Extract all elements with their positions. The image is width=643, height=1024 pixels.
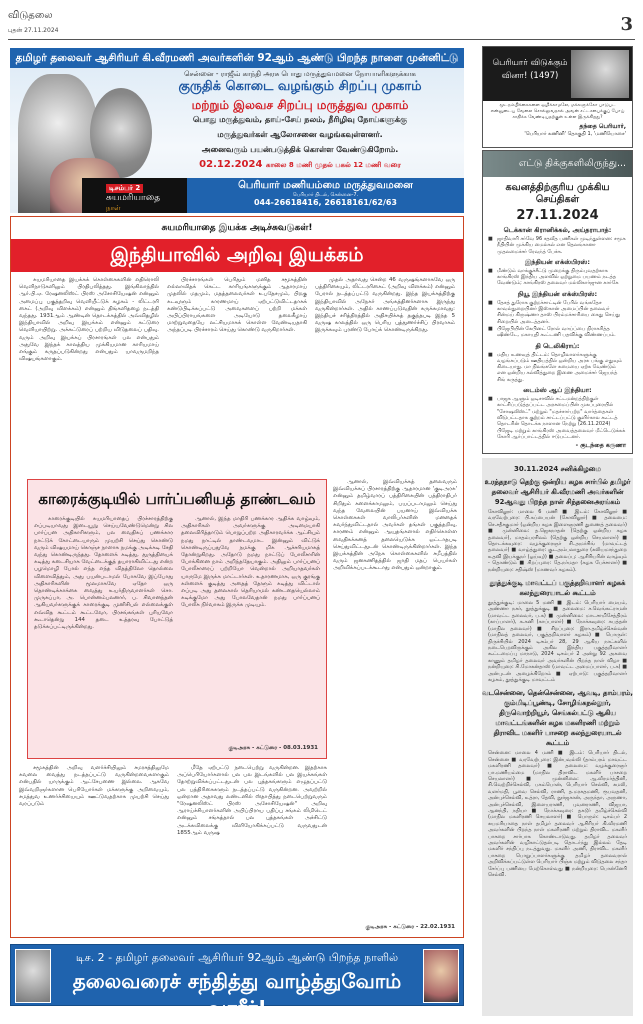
inset-column-1: காரைக்குடியில் சுயமரியாதைப் பிரச்சாரத்திற்கு எப்படியாவது இடையூறு செய்யவேண்டுமென்று சில பார்ப்பன அதிகாரிகளும், பல வைதிகப் பணக்கார நாட்டுக் கோட்டையாரும் முயற்சி செய்து கொண்டு வரும் விஷயமாய் கொஞ்ச நாளாக நமக்கு அடிக்கடி சேதி வந்து கொண்டிருந்தது. தோளைக் கடித்து, துருத்தியைக் கடித்து கடைசியாக வேட்டைக்குத் தயாராகிவிட்டது என்ற பழமொழி போல் எந்த எந்த விதத்திலோ தொல்லை விளைவித்தும், அது பயன்படாமல் போகவே இப்போது அதிகாரிகளின் மூலமாகவே ஏதோ ஒரு தொண்டிக்காக்கை வைத்து உயர்திருவாளர்கள் சொ. முருகப்பா, அ. பொன்னம்பலனார், ப. சிவானந்தன் ஆகியவர்களுக்குக் காரைக்குடி முனிசிபல் எல்லைக்குள் எவ்வித கூட்டம் கூட்டவோ, பிரசங்கங்கள் புரியவோ கூடாதென்று 144 தடை உத்தரவு போட்டுத் தடுக்கப்பட்டிருக்கின்றது. bbox=[34, 516, 173, 631]
ad-venue: சென்னை - ராஜீவ் காந்தி அரசு பொது மருத்துவமனை நோயாளிகளுக்காக bbox=[184, 70, 416, 78]
event-1-title: உரத்தநாடு தெற்கு ஒன்றிய கழக சார்பில் தமிழர் தலைவர் ஆசிரியர் கி.வீரமணி அவர்களின் 92ஆவது பிறந்த நாள் சிந்தனைஅரங்கம் bbox=[484, 478, 631, 506]
ad-headline: குருதிக் கொடை வழங்கும் சிறப்பு முகாம் bbox=[178, 79, 422, 94]
article-column-3: முதல் அதாவது சென்ற 46 வருஷங்களாகவே ஒரு பத்திரிகையும், லிட்டரரிகைட் (அறிவு விளக்கம்) என்னும் பேரால் நடத்தப்பட்டு வருகின்றது. இந்த இயக்கத்திற்கு இந்தியாவில் அநேகர் அங்கத்தினர்களாக இருந்து வருகின்றார்கள். அதில் காணப்படுவதின் சுருக்கமாவது: இந்தியச் சரித்திரத்தில் அதிசயிக்கத் தகுந்தபடி இந்த 5 வருஷ காலத்தில் ஒரு பெரிய புத்துணர்ச்சிப் பிரவாகம் இருக்கவும் புரண்டு போய்க் கொண்டிருக்கிறது. bbox=[315, 277, 455, 334]
article-bottom-column-1: சமூகத்தின் அறிவு வளர்ச்சியிலும் சமரசத்திலுமே கவலை வைத்து நடத்தப்பட்டு வருகின்றவைகளாகும் என்பதில் யாருக்கும் ஆட்சேபணை இல்லை. ஆகவே இவ்வறிஞர்களான பெரியோர்கள் மக்களுக்கு அறிவையும், சமத்துவ உணர்ச்சியையும் ஊட்டுவதற்காக முயற்சி செய்து வரப்படும் bbox=[19, 765, 169, 808]
portrait-veeramani-small bbox=[423, 949, 459, 1003]
ad-banner-title: தமிழர் தலைவர் ஆசிரியர் கி.வீரமணி அவர்களின் 92ஆம் ஆண்டு பிறந்த நாளை முன்னிட்டு bbox=[10, 48, 464, 68]
ad-date-time: 02.12.2024 காலை 8 மணி முதல் பகல் 12 மணி வரை bbox=[199, 159, 401, 170]
hospital-phone: 044-26618416, 26618161/62/63 bbox=[253, 198, 397, 207]
article-byline: குடிஅரசு - கட்டுரை - 22.02.1931 bbox=[365, 924, 455, 930]
news-source: தி டெலிகிராப்: bbox=[535, 341, 580, 350]
question-box-title: பெரியார் விடுக்கும் வினா! (1497) bbox=[492, 58, 568, 81]
news-source: இந்தியன் எக்ஸ்பிரஸ்: bbox=[524, 257, 591, 266]
ad-line-6: அனைவரும் பயன்படுத்திக் கொள்ள வேண்டுகிறோம். bbox=[201, 145, 399, 154]
question-text: மூடநம்பிக்கைகளை ஒழிக்காமலே, மக்களுக்கோ பாடுபட என்னுடைய வேலை சொல்லுவதால் அவன் சட்டசபைக்குப் போய் சாதிக்க வேண்டியதற்குள் உள்ள இருக்கிறது? bbox=[490, 103, 625, 120]
events-date: 30.11.2024 சனிக்கிழமை bbox=[513, 465, 602, 473]
periyar-question-box bbox=[482, 46, 633, 148]
news-digest bbox=[482, 150, 633, 454]
main-article bbox=[10, 216, 464, 938]
news-item: ■ தேசத் துரோக குற்றச்சாட்டின் பேரில் வங்கதேச காவல்துறையினர் இஸ்கான் அமைப்பின் தலைவர் சின்மய் கிருஷ்ணா தாஸ் பிரம்மச்சாரியை கைது செய்து சிறையில் அடைத்தனர். bbox=[483, 300, 632, 325]
issue-date: புதன் 27.11.2024 bbox=[8, 27, 59, 34]
article-column-1: சுயமரியாதை இயக்கக் கொள்கைகளின் எதிரொலி வெளிநாடுகளிலும் பிரதிபலித்தது. இங்கிலாந்தில் ஆர்.பி.ஏ. ரேஷனலிஸ்ட் பிரஸ் அசோசியேஷன் என்னும் அமைப்பு பகுத்தறிவு வெளியீட்டுக் கழகம் - லிட்டரரி கைட் (அறிவு விளக்கம்) என்னும் திங்களிதழை நடத்தி வந்தது. 1931ஆம் ஆண்டின் தொடக்கத்தில் அவ்விதழில் இந்தியாவில் அறிவு இயக்கம் என்னும் கட்டுரை வெளியாயிற்று. அக்கட்டுரைப் பற்றிய விடுதலைப் பதிவு. வரும் அறிவு இயக்கப் பிரசாரங்கள் பல என்பதும் அதுவே இந்தக் காலத்திய முக்கியமான காரியமாய் எங்கும் கருதப்படுகின்றது என்பதும் யாவருமறிந்த விஷயங்களாகும். bbox=[19, 277, 159, 363]
article-headline: இந்தியாவில் அறிவு இயக்கம் bbox=[11, 239, 463, 272]
event-3-details: சென்னை: மாலை 4 மணி ■ இடம்: பெரியார் திடல், சென்னை ■ வரவேற்புரை: இன்பவல்லி (தாம்பரம் மாவட்ட மகளிரணி தலைவர்) ■ தலைமை: வழக்குரைஞர் பா.மணியம்மை (மாநில திராவிட மகளிர் பாசறை செயலாளர்) ■ முன்னிலை: ஆ.வீரமர்த்தினி, சி.வெற்றிச்செல்வி, பசும்பொன், பெரியார் செல்வி, கமலி, வளர்மதி, பூவை செல்வி, ராணி, த.மரகதமணி, ரூபவதனி, அன்புச்செல்வி, உத்ரா, தேவி, நூர்ஜகான், அருந்தா, அருணா, அன்புச்செல்வி, இளையராணி, புவனராணி, விஜயா, ஆனந்தி, நதியா ■ நோக்கவுரை: தகடூர் தமிழ்ச்செல்வி (மாநில மகளிரணி செயலாளர்) ■ பொருள்: டிசம்பர் 2 சுயமரியாதை நாள் தமிழர் தலைவர் ஆசிரியர் கி.வீரமணி அவர்களின் பிறந்த நாள் மகளிரணி மற்றும் திராவிட மகளிர் பாசறை சார்பாக கொண்டாடுவது. தமிழர் தலைவர் அவர்களின் வழிகாட்டுதல்படி தொடர்ந்து இல்லம் தேடி மகளிர் சந்திப்பு நடத்துவது. மகளிர் அணி, திராவிட மகளிர் பாசறை பொறுப்பாளர்களுக்கு தமிழர் தலைவரால் அறிவிக்கப்பட்டுள்ள பெரியார் பிஞ்சு மற்றும் விடுதலை சந்தா சேர்ப்பு பணியை மேற்கொள்வது ■ நன்றியுரை: பொன்னேரி செல்வி. bbox=[488, 750, 627, 879]
news-source: நியூ இந்தியன் எக்ஸ்பிரஸ்: bbox=[517, 289, 598, 298]
selfrespect-label: சுயமரியாதை bbox=[106, 193, 161, 203]
news-item: ■ மீண்டும் வாக்குச்சீட்டு முறைக்கு திரும்புவதற்காக காங்கிரஸ் இந்திய அளவில் ஒற்றுமை பயணம் நடத்த வேண்டும்; காங்கிரஸ் தலைவர் மல்லிகார்ஜுன கார்கே bbox=[483, 268, 632, 287]
ad-line-4: பொது மருத்துவம், தாய்-சேய் நலம், நீரிழிவு நோய்களுக்கு bbox=[192, 115, 408, 124]
inset-article bbox=[27, 479, 327, 759]
december-2-badge: டிசம்பர் 2 bbox=[106, 184, 143, 193]
news-source: டெக்கான் கிரானிக்கல், அய்தராபாத்: bbox=[503, 226, 612, 234]
hospital-info bbox=[187, 178, 464, 213]
article-column-3-continued: ஆனால், இவ்வியக்கத் தலைவரும் இவ்வியக்கப் பிரசாரத்திற்கு ஆதாரமான 'குடிஅரசு' என்னும் தமிழ்வாரப் பத்திரிகையின் பத்திராதிபர் சிறிதும் களைக்காமலும், பயப்படாமலும் செய்து வந்த வேலையின் பயனாய் இவ்வியக்க கொள்கைகள் வாலிபர்களின் மனதைக் கவர்ந்துவிட்டதால் அவர்கள் தங்கள் பகுத்தறிவு, காரணம் என்னும் ஆயுதங்களால் எதிர்கொள்ள வைதிகக்கனத் தலையெடுக்க ஒட்டாதபடி செய்துவிட்டதுடன் கொண்டிருக்கின்றார்கள். இந்த இயக்கத்தின் அநேக கொள்கைகளில் சமீபத்தில் வரும் ஜனகணிதத்தில் ஜாதி மதப் பெயர்கள் அறிவிக்கப்படக்கூடாது என்பதும் ஒன்றாகும். bbox=[333, 479, 457, 572]
birthday-banner bbox=[10, 944, 464, 1020]
portrait-periyar-small bbox=[15, 949, 51, 1003]
banner-line-2: தலைவரைச் சந்தித்து வாழ்த்துவோம் வாரீர்! bbox=[72, 969, 402, 1020]
news-item: ■ பாஜக ஆளும் ஒடிசாவில் சட்டமன்றத்திற்குள் காட்சிப்படுத்தப்பட்ட அரசமைப்பின் முகப்புரையில் "சோஷலிஸ்ட்" மற்றும் "மதச்சார்பற்ற" வார்த்தைகள் விடுபட்டதாக குற்றம் சாட்டப்பட்டு குளிர்கால கூட்டத் தொடரின் தொடக்க நாளான நேற்று (26.11.2024) பிஜேடி மற்றும் காங்கிரஸ் அவைத்தலைவர் மீட்டெடுக்கக் கோரி ஆர்ப்பாட்டத்தில் ஈடுபட்டனர். bbox=[483, 396, 632, 440]
periyar-photo bbox=[571, 50, 629, 98]
hospital-address: பெரியார் திடல், சென்னை-7. bbox=[292, 192, 359, 198]
question-source: 'பெரியார் கணினி' தொகுதி 1, 'மணியோசை' bbox=[524, 131, 626, 137]
article-column-2: பிரச்சாரங்கள் பெரிதும் மனித சமூகத்தின் எல்லாவிதக் கெட்ட காரியங்களுக்கும் ஆதாரமாய் முதலில் மதமும், மதத்தலைவர்கள் உபதேசமும், பிறகு கடவுளும் காரணமாய் ஏற்பட்டுவிட்டதாகக் கண்டுபிடிக்கப்பட்டு அவைகளைப் பற்றி மக்கள் அபிப்பிராயங்களை அடியோடு தலைகீழாய் மாற்றுவதையே லட்சியமாகக் கொள்ள வேண்டியதாகி அந்தப்படி பிரச்சாரம் செய்து கொண்டு வருகிறார்கள். bbox=[167, 277, 307, 334]
news-date: 27.11.2024 bbox=[516, 208, 599, 223]
inset-byline: குடிஅரசு - கட்டுரை - 08.03.1931 bbox=[228, 745, 318, 751]
events-listing bbox=[482, 458, 633, 1016]
news-item: ■ மதிய உணவுத் திட்டம்: தொழிலாளர்களுக்கு வழங்கப்படும் ஊதியத்தில் ஒன்றிய அரசு பங்கு எதுவும் கிடையாது. மா நிலங்களே சுமையை ஏற்க வேண்டும் என ஒன்றிய கல்வித்துறை இணை அமைச்சர் ஜெயந்த் சிங் கருத்து. bbox=[483, 352, 632, 383]
news-item: ■ ஜாதிவாரி சர்வே 96 சதவீத பணிகள் முடிந்துள்ளன: சமூக நீதியின் முக்கிய மைல்கல் என தெலங்கானா முதலமைச்சர் ரேவந்த் பேச்சு. bbox=[483, 236, 632, 255]
news-title: கவனத்திற்குரிய முக்கிய செய்திகள் bbox=[505, 182, 610, 205]
article-bottom-column-2: மீதே ஏற்பட்டு நடைபெற்று வருகின்றன. இதற்காக அப்பெரியோர்களால் பல பல இடங்களில் பல இயக்கங்கள் தோற்றுவிக்கப்பட்டதுடன் பல புத்தகங்களும் எழுதப்பட்டு பல பத்திரிகைகளும் நடத்தப்பட்டு வருகின்றன. அவற்றில் ஒன்றான அதாவது லண்டனில் ஸ்தாபித்து நடைபெற்றுவரும் "ரேஷனலிஸ்ட் பிரஸ் அசோசியேஷன்" அறிவு ஆராய்ச்சியாளர்களின் அபிப்பிராய பதிப்பு சங்கம் லிமிடெட் என்னும் சங்கத்தால் பல புத்தகங்கள் அச்சிட்டு அடக்கவிலைக்கு விளியோகிக்கப்பட்டு வருவதுடன் 1855ஆம் வருஷ bbox=[177, 765, 327, 836]
news-band: எட்டு திக்குகளிலிருந்து... bbox=[483, 151, 632, 177]
article-kicker: சுயமரியாதை இயக்க அடிச்சுவடுகள்! bbox=[161, 223, 313, 233]
event-2-details: தூத்துக்குடி: மாலை 5 மணி ■ இடம்: பெரியார் மையம், அண்ணா நகர், தூத்துக்குடி ■ தலைமை: ச.வெங்கட்ராமன் (மாவட்ட தலைவர், ப.க) ■ முன்னிலை: மாடசாமிசேத்திரம் (காப்பாளர்), க.கனி (காப்பாளர்) ■ நோக்கவுரை: சுபத்தன் (மாநில தலைவர்) ■ சிறப்புரை: இரா.தமிழ்ச்செல்வன் (மாநிலத் தலைவர், பகுத்தறிவாளர் கழகம்) ■ பொருள்: திருச்சியில் 2024 டிசம்பர் 28, 29 ஆகிய நாட்களில் நடைபெறவிருக்கும் அகில இந்திய பகுத்தறிவாளர் கூட்டமைப்பு மாநாடு, 2024 டிசம்பர் 2 அன்று 92 அகவை காணும் தமிழர் தலைவர் அவர்களின் பிறந்த நாள் விழா ■ நன்றியுரை: சி.மோகன்தாஸ் (மாவட்ட அமைப்பாளர், ப.க) ■ அன்புடன் அழைக்கிறோம் ■ ஏற்பாடு: பகுத்தறிவாளர் கழகம், தூத்துக்குடி மாவட்டம் bbox=[488, 600, 627, 683]
news-credit: - குடந்தை கருணா bbox=[575, 442, 626, 450]
event-3-title: வடசென்னை, தென்சென்னை, ஆவடி, தாம்பரம், கும்மிடிப்பூண்டி, சோழிங்கநல்லூர், திருவொற்றியூர், செங்கல்பட்டு ஆகிய மாவட்டங்களின் கழக மகளிரணி மற்றும் திராவிட மகளிர் பாசறை கலந்துரையாடல் கூட்டம் bbox=[482, 689, 633, 748]
day-label: நாள் bbox=[106, 204, 121, 212]
masthead bbox=[8, 8, 635, 40]
inset-title: காரைக்குடியில் பார்ப்பனியத் தாண்டவம் bbox=[38, 490, 316, 508]
question-author: தந்தை பெரியார், bbox=[579, 123, 626, 130]
medical-camp-ad bbox=[10, 48, 464, 213]
inset-column-2: ஆனால், இந்த மாதிரி பணக்கார ஆதிக்க வாழ்வும், அதிகாரிகள் அவர்களுக்கு அடிமையாகி தலைவிரித்தாடும் பொறுப்பற்ற அதிகாரவர்க்க ஆட்சியும் நமது நாட்டில் தாண்டவமாட இன்னும் விட்டுக் கொண்டிருப்பதுவே நமக்கு மிக ஆச்சரியமாகத் தோன்றுகிறது. அதோடு நமது நாட்டுப் போலீசாரின் போக்கினை நாம் அறிந்ததேயாகும். அதிலும் பார்ப்பனப் போலீசாரைப் பற்றியோ வென்றால் அறியாதவர்கள் யாருமே இருக்க மாட்டார்கள். உதாரணமாக, ஒரு குரங்கு கள்ளைக் குடித்து அதைத் தேளும் கடித்து விட்டால் எப்படி அது தலைகால் தெரியாமல் கண்டதையெல்லாம் கடிக்குமோ அது போலவேதான் நமது பார்ப்பனப் போலீசு நிர்வாகம் இருக்க முடியும். bbox=[181, 516, 320, 609]
hospital-name: பெரியார் மணியம்மை மருத்துவமனை bbox=[238, 180, 413, 191]
event-2-title: தூத்துக்குடி மாவட்டப் பகுத்தறிவாளர் கழகக் கலந்துரையாடல் கூட்டம் bbox=[489, 579, 626, 598]
newspaper-name: விடுதலை bbox=[8, 10, 53, 21]
news-source: டைம்ஸ் ஆப் இந்தியா: bbox=[523, 386, 592, 395]
ad-subheadline: மற்றும் இலவச சிறப்பு மருத்துவ முகாம் bbox=[191, 98, 409, 112]
news-item: ■ பிஜேபியின் கேபினட் ரோல் வாய்ப்பை நிராகரித்த ஷிண்டே, மகாயுதி கூட்டணி பதவிக்கு விண்ணப்பம். bbox=[483, 326, 632, 339]
event-1-details: கோவிலூர்: மாலை 6 மணி ■ இடம்: கோவிலூர் ■ வரவேற்புரை: பி.கப்பையன் (கோவிலூர்) ■ தலைமை: செ.சதீசகுமார் (ஒன்றிய கழக இளைஞரணி துணைத் தலைவர்) ■ முன்னிலை: த.ஜெகநாதன் (தெற்கு ஒன்றிய கழக தலைவர்), மாதம்பரசிலம் (தெற்கு ஒன்றிய செயலாளர்) ■ தொடக்கவுரை: வழக்குரைஞர் சி.அமர்சிங் (மாவட்டத் தலைவர்) ■ வாழ்த்துரை: குடஅம்பலாதுரை (கலியமாந்துறை உதவி இயக்குநர் (ஓய்வு)) ■ தலைப்பு: ஆசிரியரின் வாழ்வும் - தொண்டும் ■ சிறப்புரை: தே.நர்மதா (கழக பேச்சாளர்) ■ நன்றியுரை: சதிஷ்ஸ் (மாணவர் கழகம்). bbox=[488, 509, 627, 573]
banner-line-1: டிச. 2 - தமிழர் தலைவர் ஆசிரியர் 92ஆம் ஆண்டு பிறந்த நாளில் bbox=[75, 951, 399, 964]
page-number: 3 bbox=[620, 14, 633, 35]
ad-line-5: மருத்துவர்கள் ஆலோசனை வழங்கவுள்ளனர். bbox=[217, 130, 383, 139]
